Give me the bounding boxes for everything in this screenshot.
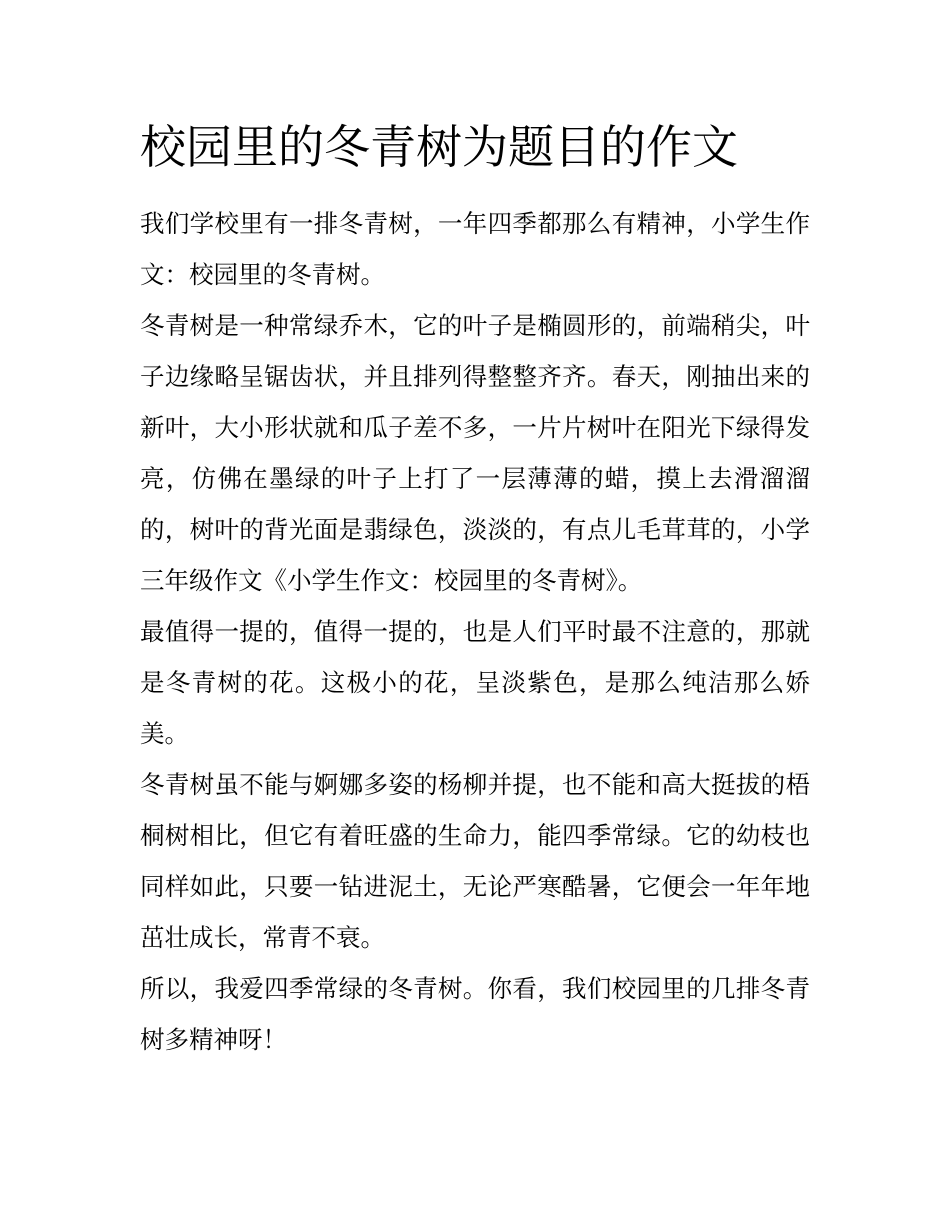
paragraph-5: 所以，我爱四季常绿的冬青树。你看，我们校园里的几排冬青树多精神呀！ [140, 974, 810, 1054]
document-body [140, 198, 810, 1065]
document-title: 校园里的冬青树为题目的作文 [140, 120, 738, 174]
paragraph-1: 我们学校里有一排冬青树，一年四季都那么有精神，小学生作文：校园里的冬青树。 [140, 209, 810, 289]
paragraph-3: 最值得一提的，值得一提的，也是人们平时最不注意的，那就是冬青树的花。这极小的花，呈淡紫色，是那么纯洁那么娇美。 [140, 617, 810, 748]
paragraph-2: 冬青树是一种常绿乔木，它的叶子是椭圆形的，前端稍尖，叶子边缘略呈锯齿状，并且排列得整整齐齐。春天，刚抽出来的新叶，大小形状就和瓜子差不多，一片片树叶在阳光下绿得发亮，仿佛在墨绿的叶子上打了一层薄薄的蜡，摸上去滑溜溜的，树叶的背光面是翡绿色，淡淡的，有点儿毛茸茸的，小学三年级作文《小学生作文：校园里的冬青树》。 [140, 311, 810, 595]
paragraph-4: 冬青树虽不能与婀娜多姿的杨柳并提，也不能和高大挺拔的梧桐树相比，但它有着旺盛的生命力，能四季常绿。它的幼枝也同样如此，只要一钻进泥土，无论严寒酷暑，它便会一年年地茁壮成长，常青不衰。 [140, 770, 810, 952]
